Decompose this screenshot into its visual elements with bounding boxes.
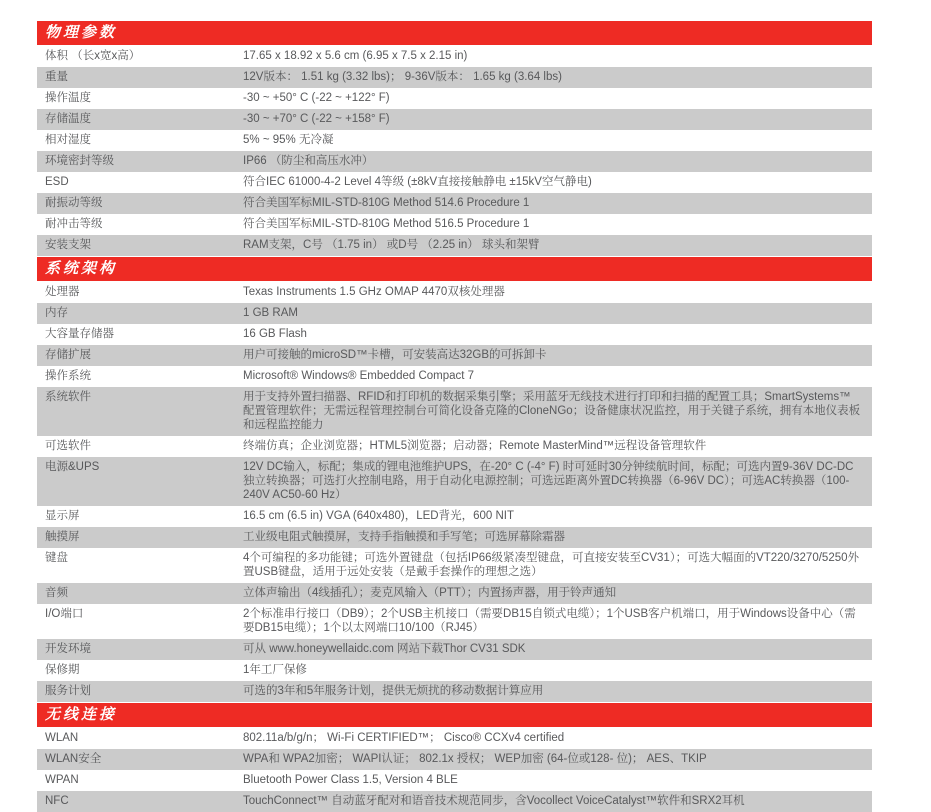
spec-row <box>37 46 872 67</box>
spec-row <box>37 366 872 387</box>
spec-row <box>37 193 872 214</box>
spec-value: 2个标准串行接口（DB9）；2个USB主机接口（需要DB15自锁式电缆）；1个USB客户机端口，用于Windows设备中心（需要DB15电缆）；1个以太网端口10/100（RJ45） <box>243 608 856 634</box>
spec-row <box>37 791 872 812</box>
spec-value: -30 ~ +70° C (-22 ~ +158° F) <box>243 113 390 125</box>
spec-row <box>37 130 872 151</box>
spec-value: WPA和 WPA2加密； WAPI认证； 802.1x 授权； WEP加密 (64-位或128- 位)； AES、TKIP <box>243 753 707 765</box>
spec-label: ESD <box>45 176 69 188</box>
spec-row <box>37 527 872 548</box>
spec-value: 符合IEC 61000-4-2 Level 4等级 (±8kV直接接触静电 ±15kV空气静电) <box>243 176 592 188</box>
spec-label: 耐振动等级 <box>45 197 103 209</box>
section-1 <box>37 257 872 702</box>
spec-row <box>37 604 872 639</box>
spec-label: 存储温度 <box>45 113 91 125</box>
spec-row <box>37 770 872 791</box>
spec-value: 16 GB Flash <box>243 328 307 340</box>
spec-row <box>37 109 872 130</box>
spec-label: 内存 <box>45 307 68 319</box>
spec-label: 系统软件 <box>45 391 91 403</box>
spec-label: 安装支架 <box>45 239 91 251</box>
spec-row <box>37 235 872 256</box>
spec-value: -30 ~ +50° C (-22 ~ +122° F) <box>243 92 390 104</box>
spec-sections <box>37 21 872 812</box>
spec-value: 12V版本： 1.51 kg (3.32 lbs)； 9-36V版本： 1.65 kg (3.64 lbs) <box>243 71 562 83</box>
spec-label: 耐冲击等级 <box>45 218 103 230</box>
spec-value: Bluetooth Power Class 1.5, Version 4 BLE <box>243 774 458 786</box>
spec-value: 终端仿真；企业浏览器；HTML5浏览器；启动器；Remote MasterMind™远程设备管理软件 <box>243 440 707 452</box>
spec-value: 12V DC输入，标配；集成的锂电池维护UPS，在-20° C (-4° F) 时可延时30分钟续航时间，标配；可选内置9-36V DC-DC独立转换器；可选打火控制电路，用于自动化电源控制；可选远距离外置DC转换器（6-96V DC）；可选AC转换器（100-240V AC50-60 Hz） <box>243 461 854 501</box>
spec-value: RAM支架，C号 （1.75 in） 或D号 （2.25 in） 球头和架臂 <box>243 239 540 251</box>
spec-value: 工业级电阻式触摸屏，支持手指触摸和手写笔；可选屏幕除霜器 <box>243 531 565 543</box>
spec-label: 大容量存储器 <box>45 328 114 340</box>
spec-label: WLAN安全 <box>45 753 102 765</box>
spec-label: 相对湿度 <box>45 134 91 146</box>
spec-row <box>37 660 872 681</box>
spec-row <box>37 506 872 527</box>
spec-label: 开发环境 <box>45 643 91 655</box>
section-title: 无线连接 <box>45 705 118 723</box>
spec-value: Microsoft® Windows® Embedded Compact 7 <box>243 370 475 382</box>
section-0 <box>37 21 872 256</box>
spec-label: 存储扩展 <box>45 349 91 361</box>
spec-row <box>37 387 872 436</box>
spec-row <box>37 324 872 345</box>
spec-row <box>37 172 872 193</box>
spec-value: 5% ~ 95% 无冷凝 <box>243 134 334 146</box>
spec-label: 体积 （长x宽x高） <box>45 50 141 62</box>
spec-value: 1年工厂保修 <box>243 664 307 676</box>
spec-label: WPAN <box>45 774 79 786</box>
spec-value: 1 GB RAM <box>243 307 298 319</box>
section-title: 物理参数 <box>45 23 118 41</box>
section-header <box>37 703 872 727</box>
section-2 <box>37 703 872 812</box>
spec-label: 可选软件 <box>45 440 91 452</box>
spec-label: 操作系统 <box>45 370 91 382</box>
spec-label: NFC <box>45 795 69 807</box>
spec-row <box>37 749 872 770</box>
spec-value: 16.5 cm (6.5 in) VGA (640x480)，LED背光，600 NIT <box>243 510 514 522</box>
spec-label: 电源&UPS <box>45 461 100 473</box>
spec-value: 符合美国军标MIL-STD-810G Method 516.5 Procedure 1 <box>243 218 530 230</box>
spec-row <box>37 583 872 604</box>
section-title: 系统架构 <box>45 259 118 277</box>
section-header <box>37 257 872 281</box>
spec-value: 4个可编程的多功能键；可选外置键盘（包括IP66级紧凑型键盘，可直接安装至CV31）；可选大幅面的VT220/3270/5250外置USB键盘，适用于远处安装（是戴手套操作的理想之选） <box>243 552 860 578</box>
spec-label: 处理器 <box>45 286 80 298</box>
spec-row <box>37 303 872 324</box>
spec-sheet <box>37 20 872 812</box>
spec-value: 可选的3年和5年服务计划，提供无烦扰的移动数据计算应用 <box>243 685 544 697</box>
spec-value: 可从 www.honeywellaidc.com 网站下载Thor CV31 SDK <box>243 643 526 655</box>
spec-row <box>37 639 872 660</box>
spec-value: 802.11a/b/g/n； Wi-Fi CERTIFIED™； Cisco® CCXv4 certified <box>243 732 565 744</box>
spec-row <box>37 88 872 109</box>
spec-row <box>37 436 872 457</box>
spec-label: 服务计划 <box>45 685 91 697</box>
spec-label: 重量 <box>45 71 68 83</box>
spec-label: 显示屏 <box>45 510 80 522</box>
spec-label: 键盘 <box>45 552 68 564</box>
spec-value: 用于支持外置扫描器、RFID和打印机的数据采集引擎；采用蓝牙无线技术进行打印和扫描的配置工具；SmartSystems™配置管理软件；无需远程管理控制台可简化设备克隆的CloneNGo；设备健康状况监控，用于关键子系统，拥有本地仪表板和远程监控能力 <box>243 391 861 431</box>
spec-row <box>37 728 872 749</box>
spec-value: 17.65 x 18.92 x 5.6 cm (6.95 x 7.5 x 2.15 in) <box>243 50 468 62</box>
spec-row <box>37 67 872 88</box>
spec-row <box>37 282 872 303</box>
spec-row <box>37 345 872 366</box>
spec-label: 环境密封等级 <box>45 155 114 167</box>
spec-row <box>37 214 872 235</box>
spec-value: Texas Instruments 1.5 GHz OMAP 4470双核处理器 <box>243 286 505 298</box>
spec-value: 用户可接触的microSD™卡槽，可安装高达32GB的可拆卸卡 <box>243 349 547 361</box>
spec-row <box>37 681 872 702</box>
spec-value: 符合美国军标MIL-STD-810G Method 514.6 Procedure 1 <box>243 197 530 209</box>
spec-value: IP66 （防尘和高压水冲） <box>243 155 374 167</box>
spec-label: 触摸屏 <box>45 531 80 543</box>
spec-label: 音频 <box>45 587 68 599</box>
spec-label: I/O端口 <box>45 608 84 620</box>
spec-label: WLAN <box>45 732 79 744</box>
section-header <box>37 21 872 45</box>
spec-label: 操作温度 <box>45 92 91 104</box>
spec-row <box>37 151 872 172</box>
spec-row <box>37 548 872 583</box>
spec-value: 立体声输出（4线插孔）；麦克风输入（PTT）；内置扬声器，用于铃声通知 <box>243 587 617 599</box>
spec-label: 保修期 <box>45 664 80 676</box>
spec-value: TouchConnect™ 自动蓝牙配对和语音技术规范同步，含Vocollect VoiceCatalyst™软件和SRX2耳机 <box>243 795 745 807</box>
spec-row <box>37 457 872 506</box>
